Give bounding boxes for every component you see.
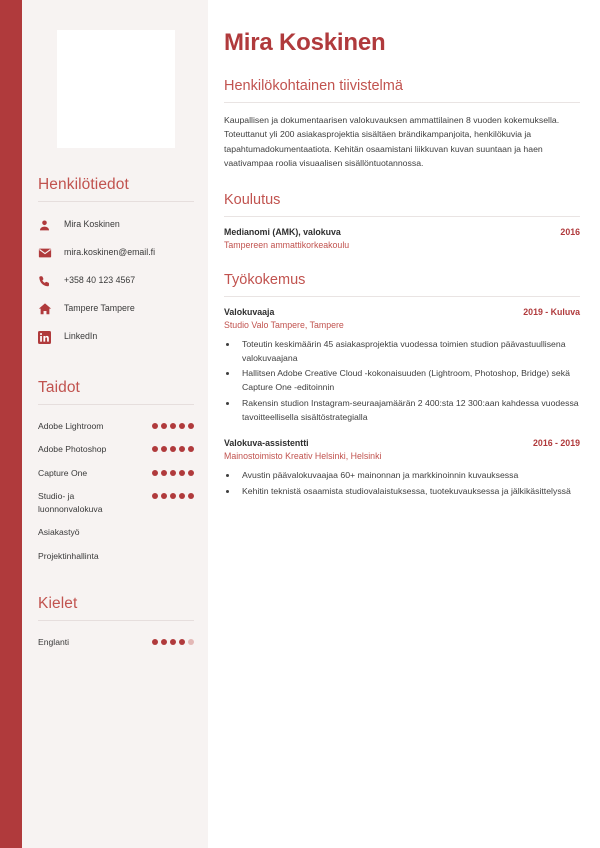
divider (224, 102, 580, 103)
entry-subtitle: Studio Valo Tampere, Tampere (224, 319, 344, 330)
left-accent-stripe (0, 0, 22, 848)
entry-subtitle: Mainostoimisto Kreativ Helsinki, Helsinki (224, 451, 382, 462)
skill-label: Asiakastyö (38, 527, 80, 538)
skill-item (38, 484, 194, 520)
divider (224, 296, 580, 297)
sidebar-heading-languages: Kielet (38, 595, 78, 613)
divider (38, 404, 194, 405)
entry-title: Valokuvaaja (224, 306, 275, 317)
skill-item (38, 520, 194, 543)
contact-value: Mira Koskinen (64, 219, 120, 230)
summary-text: Kaupallisen ja dokumentaarisen valokuvauksen ammattilainen 8 vuoden kokemuksella. Toteuttanut yli 200 asiakasprojektia sisältäen brändikampanjoita, henkilökuvia ja tapahtumadokumentaatiota. Kehitän osaamistani liikkuvan kuvan suuntaan ja haen vaativampaa roolia visuaalisen sisällöntuotannossa. (224, 115, 560, 168)
divider (224, 216, 580, 217)
section-heading-experience: Työkokemus (224, 271, 306, 288)
skill-rating (152, 420, 194, 429)
skill-label: Projektinhallinta (38, 550, 99, 561)
entry-title: Valokuva-assistentti (224, 438, 309, 449)
entry-date: 2016 - 2019 (533, 438, 580, 449)
contact-item-location (38, 295, 194, 323)
entry-bullets (238, 338, 580, 425)
bullet-item: • Kehitin teknistä osaamista studiovalaistuksessa, tuotekuvauksessa ja jälkikäsittelyssä (238, 485, 580, 499)
bullet-item: • Avustin päävalokuvaajaa 60+ mainonnan ja markkinoinnin kuvauksessa (238, 469, 580, 483)
section-heading-summary: Henkilökohtainen tiivistelmä (224, 78, 403, 95)
languages-list (38, 630, 194, 653)
skill-rating (152, 490, 194, 499)
envelope-icon (38, 246, 57, 260)
language-item (38, 630, 194, 653)
skill-rating (152, 467, 194, 476)
linkedin-icon (38, 331, 57, 344)
sidebar-heading-personal: Henkilötiedot (38, 176, 129, 193)
skill-rating (152, 443, 194, 452)
section-heading-education: Koulutus (224, 191, 281, 208)
person-icon (38, 219, 57, 232)
contact-value: +358 40 123 4567 (64, 275, 136, 286)
divider (38, 201, 194, 202)
contact-item-linkedin[interactable] (38, 323, 194, 351)
entry-header (224, 438, 580, 448)
experience-entry (224, 307, 580, 425)
contact-item-email[interactable] (38, 239, 194, 267)
section-experience (224, 272, 580, 499)
skill-item (38, 437, 194, 460)
skill-item (38, 461, 194, 484)
page-title: Mira Koskinen (224, 29, 386, 56)
bullet-item: • Rakensin studion Instagram-seuraajamäärän 2 400:sta 12 300:aan kahdessa vuodessa tavoitteellisella sisältöstrategialla (238, 397, 580, 425)
bullet-item: • Hallitsen Adobe Creative Cloud -kokonaisuuden (Lightroom, Photoshop, Bridge) sekä Capture One -editoinnin (238, 367, 580, 395)
education-entry (224, 227, 580, 250)
entry-date: 2019 - Kuluva (523, 306, 580, 317)
contact-value: mira.koskinen@email.fi (64, 247, 156, 258)
skill-label: Adobe Lightroom (38, 421, 104, 431)
skill-label: Capture One (38, 467, 88, 478)
phone-icon (38, 275, 57, 288)
main-content (208, 0, 600, 848)
section-summary (224, 78, 580, 169)
entry-bullets (238, 469, 580, 499)
entry-title: Medianomi (AMK), valokuva (224, 226, 341, 237)
sidebar-heading-skills: Taidot (38, 379, 80, 396)
bullet-item: • Toteutin keskimäärin 45 asiakasprojektia vuodessa toimien studion päävastuullisena valokuvaajana (238, 338, 580, 366)
home-icon (38, 302, 57, 316)
contact-list (38, 211, 194, 351)
entry-header (224, 307, 580, 317)
skill-label: Adobe Photoshop (38, 444, 107, 455)
entry-subtitle: Tampereen ammattikorkeakoulu (224, 239, 350, 250)
section-education (224, 192, 580, 250)
contact-value: Tampere Tampere (64, 303, 135, 314)
contact-value: LinkedIn (64, 331, 98, 342)
experience-entry (224, 438, 580, 499)
skill-item (38, 544, 194, 567)
divider (38, 620, 194, 621)
skill-label: Studio- ja luonnonvalokuva (38, 491, 103, 514)
language-rating (152, 636, 194, 645)
skills-list (38, 414, 194, 567)
sidebar (22, 0, 208, 848)
profile-photo-placeholder (57, 30, 175, 148)
contact-item-phone[interactable] (38, 267, 194, 295)
entry-date: 2016 (560, 226, 580, 237)
entry-header (224, 227, 580, 237)
contact-item-name (38, 211, 194, 239)
skill-item (38, 414, 194, 437)
language-label: Englanti (38, 637, 70, 648)
